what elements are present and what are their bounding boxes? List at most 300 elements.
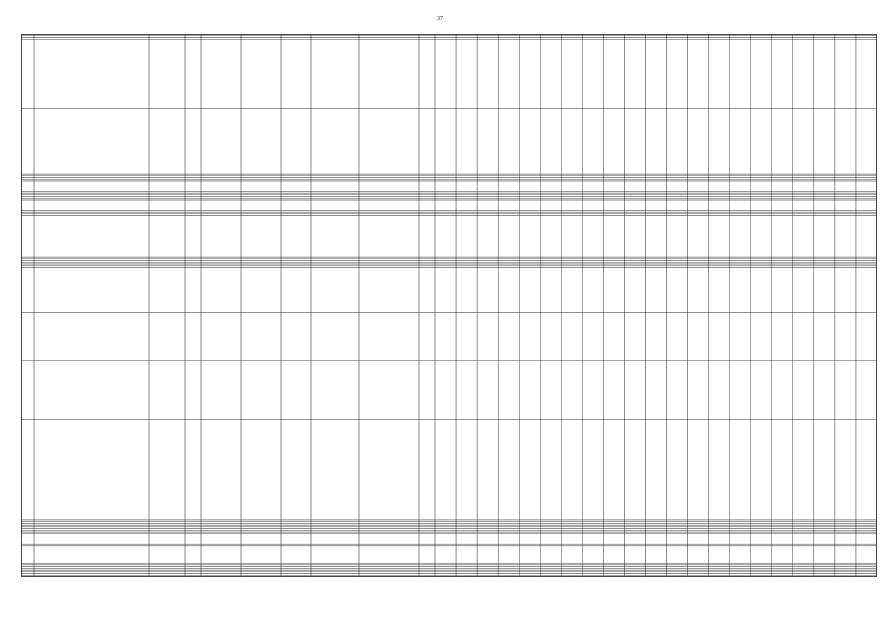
table-row (21, 523, 877, 525)
table-value-cell (814, 198, 835, 200)
table-cell (21, 210, 34, 212)
table-value-cell (856, 267, 877, 312)
table-row (21, 210, 877, 212)
table-value-cell (540, 267, 561, 312)
table-value-cell (709, 179, 730, 181)
table-cell (419, 216, 435, 258)
table-cell (21, 179, 34, 181)
table-cell (21, 212, 34, 214)
table-value-cell (730, 568, 751, 570)
table-value-cell (498, 214, 519, 216)
table-cell (185, 534, 201, 544)
table-cell (281, 522, 311, 524)
table-cell (241, 567, 281, 569)
table-value-cell (835, 257, 856, 259)
table-value-cell (814, 262, 835, 264)
table-value-cell (835, 191, 856, 193)
table-cell (281, 37, 311, 39)
table-value-cell (772, 361, 793, 420)
table-cell (149, 523, 185, 525)
table-cell (311, 574, 359, 576)
table-value-cell (772, 212, 793, 214)
table-row (21, 176, 877, 178)
table-value-cell (498, 266, 519, 268)
table-cell (201, 530, 241, 532)
table-value-cell (814, 197, 835, 199)
table-value-cell (603, 216, 624, 258)
table-cell (359, 37, 419, 39)
table-value-cell (730, 193, 751, 195)
table-value-cell (688, 266, 709, 268)
table-value-cell (772, 108, 793, 174)
table-value-cell (435, 565, 456, 567)
table-value-cell (688, 267, 709, 312)
table-value-cell (688, 178, 709, 180)
table-value-cell (477, 563, 498, 565)
table-value-cell (793, 520, 814, 522)
table-value-cell (624, 565, 645, 567)
table-value-cell (540, 259, 561, 261)
table-cell (281, 572, 311, 574)
table-cell (241, 544, 281, 546)
table-value-cell (667, 530, 688, 532)
table-cell (419, 525, 435, 527)
table-value-cell (793, 37, 814, 39)
table-cell (241, 39, 281, 108)
table-value-cell (498, 197, 519, 199)
table-value-cell (688, 420, 709, 520)
table-value-cell (645, 259, 666, 261)
table-cell (281, 529, 311, 531)
table-value-cell (814, 523, 835, 525)
table-value-cell (624, 195, 645, 197)
table-value-cell (645, 174, 666, 176)
table-cell (21, 574, 34, 576)
table-value-cell (667, 523, 688, 525)
table-value-cell (835, 520, 856, 522)
table-value-cell (793, 527, 814, 529)
table-value-cell (498, 262, 519, 264)
table-value-cell (582, 563, 603, 565)
table-value-cell (772, 259, 793, 261)
table-cell (34, 198, 149, 200)
table-cell (311, 181, 359, 191)
table-cell (201, 198, 241, 200)
table-value-cell (835, 174, 856, 176)
table-value-cell (667, 195, 688, 197)
table-cell (149, 570, 185, 572)
table-value-cell (688, 176, 709, 178)
table-value-cell (667, 266, 688, 268)
table-cell (21, 176, 34, 178)
table-cell (419, 565, 435, 567)
table-value-cell (709, 181, 730, 191)
table-cell (149, 195, 185, 197)
table-cell (311, 264, 359, 266)
table-value-cell (709, 36, 730, 38)
table-value-cell (456, 261, 477, 263)
table-cell (359, 567, 419, 569)
table-value-cell (582, 37, 603, 39)
table-row (21, 261, 877, 263)
table-cell (185, 267, 201, 312)
table-value-cell (835, 544, 856, 546)
table-cell (359, 174, 419, 176)
table-value-cell (709, 267, 730, 312)
table-cell (21, 181, 34, 191)
table-value-cell (477, 267, 498, 312)
table-cell (21, 195, 34, 197)
table-value-cell (498, 527, 519, 529)
table-value-cell (561, 574, 582, 576)
table-value-cell (730, 259, 751, 261)
table-value-cell (730, 266, 751, 268)
table-value-cell (835, 266, 856, 268)
table-value-cell (603, 36, 624, 38)
table-cell (241, 530, 281, 532)
table-value-cell (498, 179, 519, 181)
table-value-cell (477, 195, 498, 197)
table-value-cell (477, 181, 498, 191)
table-value-cell (856, 312, 877, 360)
table-value-cell (435, 544, 456, 546)
table-cell (34, 179, 149, 181)
table-cell (241, 568, 281, 570)
table-value-cell (751, 262, 772, 264)
table-row (21, 544, 877, 546)
table-value-cell (814, 108, 835, 174)
table-value-cell (856, 522, 877, 524)
table-cell (281, 544, 311, 546)
table-value-cell (793, 267, 814, 312)
table-value-cell (540, 262, 561, 264)
table-value-cell (856, 262, 877, 264)
table-value-cell (456, 312, 477, 360)
table-value-cell (772, 563, 793, 565)
table-value-cell (456, 195, 477, 197)
table-cell (419, 181, 435, 191)
table-cell (359, 529, 419, 531)
table-value-cell (498, 267, 519, 312)
table-value-cell (730, 191, 751, 193)
table-cell (149, 532, 185, 534)
table-value-cell (814, 572, 835, 574)
table-value-cell (645, 108, 666, 174)
table-value-cell (730, 257, 751, 259)
table-cell (34, 193, 149, 195)
table-value-cell (582, 178, 603, 180)
table-value-cell (709, 178, 730, 180)
table-value-cell (709, 200, 730, 210)
table-value-cell (793, 563, 814, 565)
table-cell (21, 525, 34, 527)
table-value-cell (709, 544, 730, 546)
table-value-cell (624, 312, 645, 360)
table-value-cell (456, 574, 477, 576)
table-cell (281, 527, 311, 529)
table-cell (185, 420, 201, 520)
table-value-cell (730, 181, 751, 191)
table-cell (359, 197, 419, 199)
table-value-cell (624, 262, 645, 264)
table-row (21, 36, 877, 38)
table-value-cell (751, 181, 772, 191)
table-cell (359, 261, 419, 263)
table-value-cell (667, 181, 688, 191)
table-value-cell (519, 262, 540, 264)
table-value-cell (856, 174, 877, 176)
table-value-cell (603, 191, 624, 193)
table-value-cell (835, 523, 856, 525)
table-value-cell (540, 37, 561, 39)
table-cell (281, 574, 311, 576)
table-value-cell (603, 108, 624, 174)
table-value-cell (624, 259, 645, 261)
table-value-cell (751, 529, 772, 531)
table-value-cell (540, 176, 561, 178)
table-cell (419, 266, 435, 268)
table-value-cell (561, 200, 582, 210)
table-cell (311, 39, 359, 108)
table-cell (241, 37, 281, 39)
table-cell (34, 212, 149, 214)
table-value-cell (498, 532, 519, 534)
table-value-cell (540, 198, 561, 200)
table-value-cell (624, 264, 645, 266)
table-cell (149, 200, 185, 210)
table-value-cell (645, 176, 666, 178)
table-value-cell (772, 178, 793, 180)
table-value-cell (730, 261, 751, 263)
table-value-cell (814, 210, 835, 212)
table-value-cell (477, 36, 498, 38)
table-value-cell (477, 261, 498, 263)
table-value-cell (856, 523, 877, 525)
table-value-cell (730, 522, 751, 524)
table-value-cell (814, 179, 835, 181)
table-value-cell (519, 200, 540, 210)
table-cell (149, 266, 185, 268)
table-row (21, 214, 877, 216)
table-cell (149, 312, 185, 360)
table-value-cell (814, 534, 835, 544)
table-value-cell (645, 523, 666, 525)
table-value-cell (498, 176, 519, 178)
table-value-cell (561, 198, 582, 200)
table-cell (241, 527, 281, 529)
table-value-cell (772, 210, 793, 212)
table-value-cell (435, 216, 456, 258)
table-value-cell (456, 181, 477, 191)
table-value-cell (751, 259, 772, 261)
table-value-cell (456, 544, 477, 546)
table-value-cell (667, 563, 688, 565)
table-value-cell (793, 191, 814, 193)
table-value-cell (856, 178, 877, 180)
table-value-cell (477, 544, 498, 546)
table-value-cell (814, 193, 835, 195)
table-row (21, 572, 877, 574)
table-value-cell (856, 527, 877, 529)
table-value-cell (435, 259, 456, 261)
table-value-cell (540, 36, 561, 38)
table-cell (359, 527, 419, 529)
table-value-cell (540, 361, 561, 420)
table-value-cell (667, 108, 688, 174)
table-value-cell (519, 544, 540, 546)
table-row (21, 529, 877, 531)
table-value-cell (730, 565, 751, 567)
table-cell (241, 523, 281, 525)
table-value-cell (561, 193, 582, 195)
table-value-cell (730, 530, 751, 532)
table-cell (185, 570, 201, 572)
table-cell (281, 198, 311, 200)
table-value-cell (772, 574, 793, 576)
table-cell (21, 193, 34, 195)
table-cell (359, 520, 419, 522)
table-cell (149, 191, 185, 193)
table-value-cell (498, 520, 519, 522)
table-value-cell (582, 565, 603, 567)
table-value-cell (561, 546, 582, 563)
table-value-cell (730, 420, 751, 520)
table-cell (201, 181, 241, 191)
table-value-cell (835, 176, 856, 178)
table-value-cell (582, 174, 603, 176)
table-value-cell (667, 214, 688, 216)
table-value-cell (477, 37, 498, 39)
table-cell (281, 530, 311, 532)
table-value-cell (624, 198, 645, 200)
table-cell (149, 267, 185, 312)
table-cell (359, 565, 419, 567)
table-value-cell (667, 212, 688, 214)
table-value-cell (856, 525, 877, 527)
table-value-cell (730, 214, 751, 216)
table-value-cell (856, 193, 877, 195)
table-value-cell (835, 312, 856, 360)
table-value-cell (519, 214, 540, 216)
table-value-cell (477, 174, 498, 176)
table-cell (149, 259, 185, 261)
table-value-cell (561, 36, 582, 38)
table-value-cell (498, 174, 519, 176)
table-cell (34, 174, 149, 176)
table-cell (185, 262, 201, 264)
table-value-cell (603, 522, 624, 524)
table-value-cell (835, 530, 856, 532)
table-value-cell (561, 525, 582, 527)
table-value-cell (456, 210, 477, 212)
table-row (21, 570, 877, 572)
table-value-cell (456, 527, 477, 529)
table-cell (419, 261, 435, 263)
table-value-cell (688, 37, 709, 39)
table-value-cell (435, 532, 456, 534)
table-value-cell (540, 420, 561, 520)
table-cell (311, 197, 359, 199)
table-value-cell (793, 534, 814, 544)
table-cell (21, 572, 34, 574)
table-cell (359, 195, 419, 197)
table-cell (241, 197, 281, 199)
table-cell (185, 527, 201, 529)
table-value-cell (582, 520, 603, 522)
table-cell (311, 200, 359, 210)
table-value-cell (519, 530, 540, 532)
table-value-cell (540, 197, 561, 199)
table-value-cell (856, 420, 877, 520)
table-cell (281, 216, 311, 258)
table-value-cell (456, 546, 477, 563)
table-value-cell (856, 216, 877, 258)
table-value-cell (435, 520, 456, 522)
table-cell (419, 262, 435, 264)
table-value-cell (582, 267, 603, 312)
table-cell (34, 36, 149, 38)
table-value-cell (645, 216, 666, 258)
table-cell (34, 176, 149, 178)
table-value-cell (498, 39, 519, 108)
table-cell (21, 570, 34, 572)
table-cell (241, 181, 281, 191)
table-cell (419, 361, 435, 420)
table-value-cell (793, 193, 814, 195)
table-value-cell (709, 262, 730, 264)
table-value-cell (582, 257, 603, 259)
table-value-cell (814, 176, 835, 178)
table-value-cell (540, 546, 561, 563)
table-row (21, 108, 877, 174)
table-value-cell (688, 527, 709, 529)
table-cell (34, 530, 149, 532)
table-value-cell (603, 544, 624, 546)
table-cell (281, 39, 311, 108)
table-row (21, 532, 877, 534)
table-value-cell (435, 39, 456, 108)
table-cell (281, 197, 311, 199)
table-value-cell (688, 216, 709, 258)
table-value-cell (456, 267, 477, 312)
table-value-cell (540, 567, 561, 569)
table-value-cell (561, 534, 582, 544)
table-value-cell (624, 39, 645, 108)
table-row (21, 361, 877, 420)
table-cell (201, 214, 241, 216)
table-value-cell (688, 262, 709, 264)
table-value-cell (498, 216, 519, 258)
table-value-cell (435, 198, 456, 200)
table-value-cell (561, 523, 582, 525)
table-value-cell (814, 520, 835, 522)
table-value-cell (835, 267, 856, 312)
table-cell (149, 563, 185, 565)
table-cell (149, 572, 185, 574)
table-cell (311, 198, 359, 200)
table-value-cell (603, 546, 624, 563)
table-value-cell (561, 212, 582, 214)
table-cell (185, 522, 201, 524)
table-value-cell (456, 532, 477, 534)
table-value-cell (624, 214, 645, 216)
table-value-cell (793, 174, 814, 176)
table-cell (34, 266, 149, 268)
table-value-cell (603, 529, 624, 531)
table-value-cell (751, 267, 772, 312)
table-value-cell (519, 174, 540, 176)
table-value-cell (730, 200, 751, 210)
